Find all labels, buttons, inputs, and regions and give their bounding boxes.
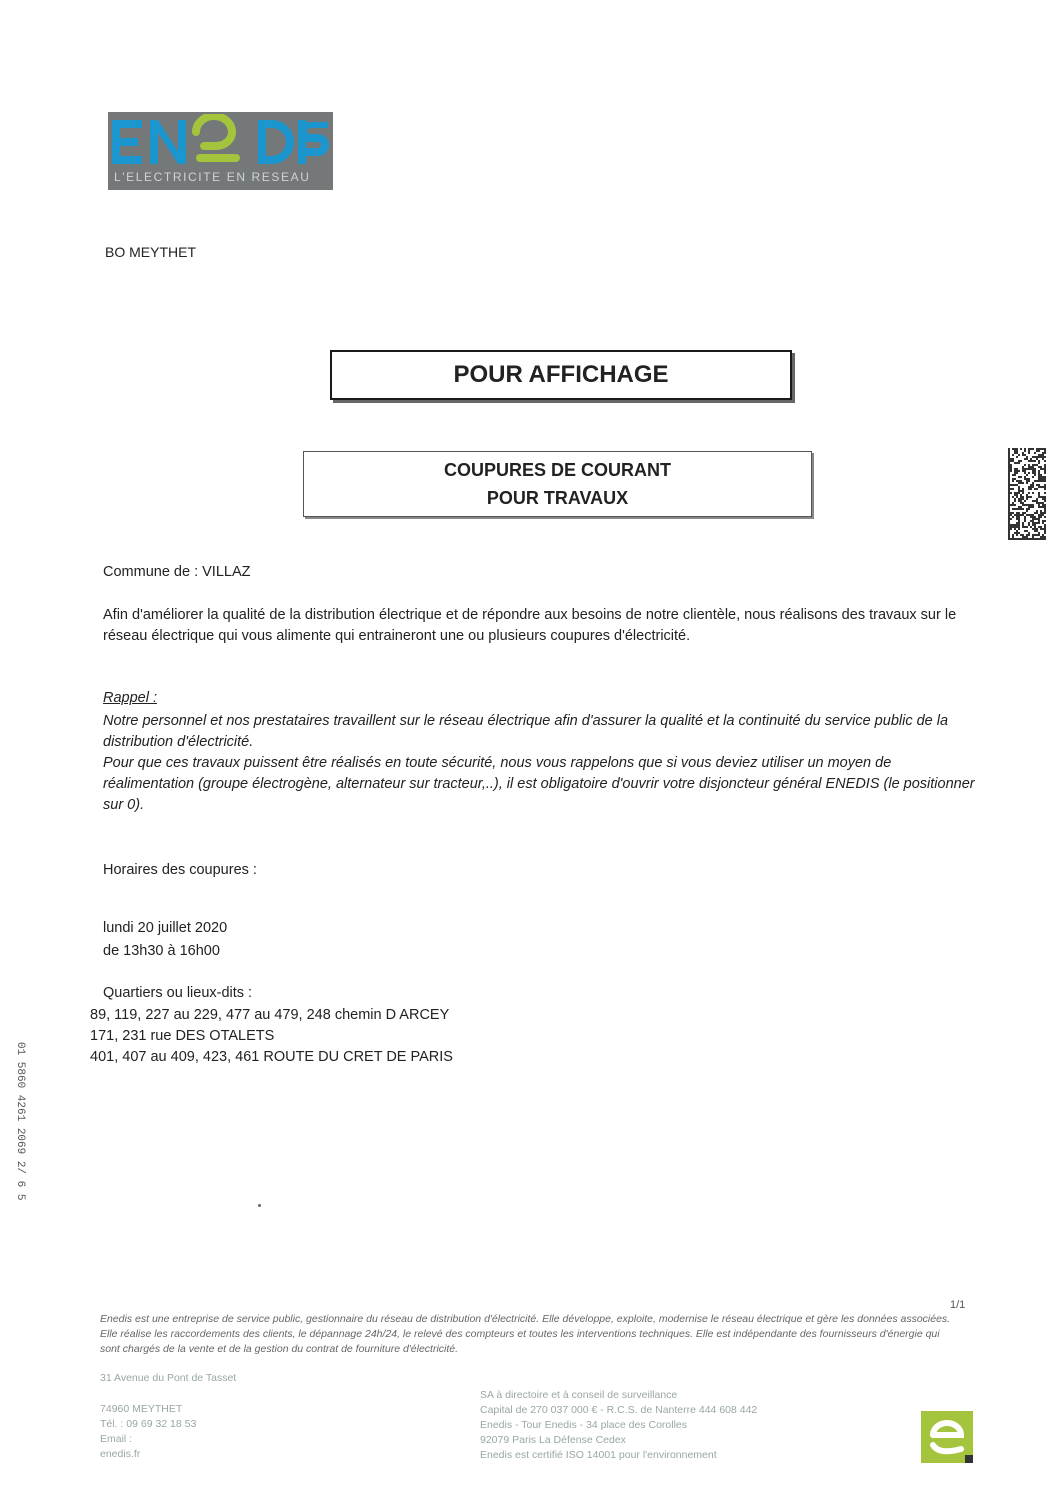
address-line: Email : [100,1433,133,1445]
rappel-paragraph-2: Pour que ces travaux puissent être réalisés en toute sécurité, nous vous rappelons que si vous deviez utiliser un moyen de réalimentation (groupe électrogène, alternateur sur tracteur,..), il est obligatoire d'ouvrir votre disjoncteur général ENEDIS (le positionner sur 0). [103,755,975,813]
notice-subtitle-line2: POUR TRAVAUX [486,488,629,508]
outage-date: lundi 20 juillet 2020 [103,920,228,936]
address-line: 74960 MEYTHET [100,1403,183,1415]
legal-line: Enedis - Tour Enedis - 34 place des Corolles [480,1419,688,1431]
legal-line: Capital de 270 037 000 € - R.C.S. de Nanterre 444 608 442 [480,1404,758,1416]
horaires-label: Horaires des coupures : [103,862,257,878]
legal-line: 92079 Paris La Défense Cedex [480,1434,626,1446]
notice-title: POUR AFFICHAGE [453,361,669,388]
quartiers-list [90,1005,453,1068]
enedis-wordmark [108,114,333,170]
page-number: 1/1 [950,1299,966,1311]
quartier-line: 89, 119, 227 au 229, 477 au 479, 248 chemin D ARCEY [90,1007,450,1023]
agency-name: BO MEYTHET [105,244,197,260]
rappel-paragraph-1: Notre personnel et nos prestataires travaillent sur le réseau électrique afin d'assurer la qualité et la continuité du service public de la distribution d'électricité. [103,713,949,750]
vertical-reference-number [0,1040,30,1230]
address-street: 31 Avenue du Pont de Tasset [100,1372,237,1384]
legal-line: SA à directoire et à conseil de surveillance [480,1389,678,1401]
outage-time: de 13h30 à 16h00 [103,943,220,959]
notice-subtitle-line1: COUPURES DE COURANT [443,460,671,480]
stray-dot [258,1204,261,1207]
notice-title-box [330,350,792,400]
rappel-text [103,711,983,816]
quartiers-label: Quartiers ou lieux-dits : [103,985,253,1001]
notice-subtitle-box [303,451,812,517]
intro-paragraph: Afin d'améliorer la qualité de la distribution électrique et de répondre aux besoins de notre clientèle, nous réalisons des travaux sur le réseau électrique qui vous alimente qui entraineront une ou plusieurs coupures d'électricité. [103,607,957,644]
enedis-e-logo-icon [921,1411,973,1463]
logo-tagline: L'ELECTRICITE EN RESEAU [114,170,311,184]
address-block [100,1402,196,1462]
legal-block [480,1388,757,1463]
datamatrix-code-icon [1008,448,1046,540]
website-link[interactable]: enedis.fr [100,1448,141,1460]
commune-line: Commune de : VILLAZ [103,564,251,580]
legal-line: Enedis est certifié ISO 14001 pour l'environnement [480,1449,717,1461]
quartier-line: 171, 231 rue DES OTALETS [90,1028,275,1044]
rappel-title: Rappel : [103,690,158,706]
svg-text:01 5860 4261 2069 2/ 6 5: 01 5860 4261 2069 2/ 6 5 [14,1042,26,1201]
quartier-line: 401, 407 au 409, 423, 461 ROUTE DU CRET DE PARIS [90,1049,453,1065]
footer-note: Enedis est une entreprise de service public, gestionnaire du réseau de distribution d'électricité. Elle développe, exploite, modernise le réseau électrique et gère les données associées. Elle réalise les raccordements des clients, le dépannage 24h/24, le relevé des compteurs et toutes les interventions techniques. Elle est indépendante des fournisseurs d'énergie qui sont chargés de la vente et de la gestion du contrat de fourniture d'électricité. [100,1313,951,1355]
address-line: Tél. : 09 69 32 18 53 [100,1418,197,1430]
enedis-logo [108,112,333,190]
